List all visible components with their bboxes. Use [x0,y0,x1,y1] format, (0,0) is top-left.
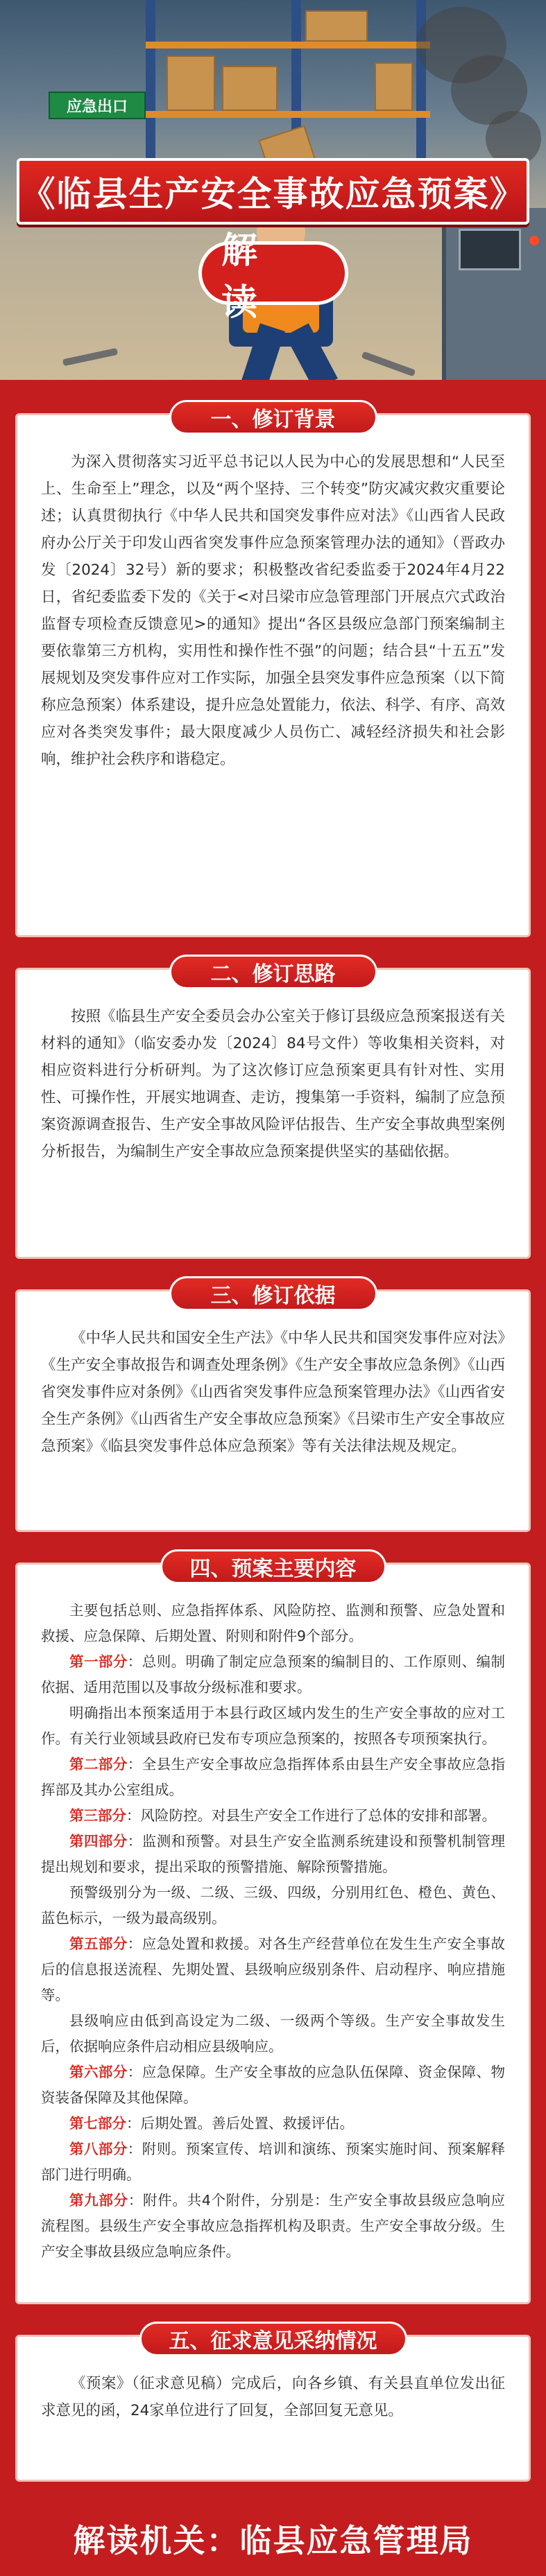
part-text: ：附则。预案宣传、培训和演练、预案实施时间、预案解释部门进行明确。 [41,2141,506,2183]
paragraph: 《预案》（征求意见稿）完成后，向各乡镇、有关县直单位发出征求意见的函，24家单位进行了回复，全部回复无意见。 [41,2375,505,2419]
cargo-box [375,62,413,111]
cargo-box [222,66,278,111]
section-main-content [15,1557,531,2304]
part-label: 第七部分 [69,2115,126,2132]
issuing-authority: 解读机关：临县应急管理局 [73,2522,473,2559]
badge-text: 解 读 [221,230,278,324]
part-text: ：监测和预警。对县生产安全监测系统建设和预警机制管理提出规划和要求，提出采取的预警措施、解除预警措施。 [41,1833,506,1875]
part-label: 第四部分 [69,1833,128,1850]
part-item [41,1700,505,1752]
part-text: ：应急处置和救援。对各生产经营单位在发生生产安全事故后的信息报送流程、先期处置、县级响应级别条件、启动程序、响应措施等。 [41,1935,506,2003]
main-title-banner [17,158,529,225]
part-item [41,2111,505,2136]
part-item [41,1752,505,1803]
cargo-box [305,10,368,42]
section-heading: 一、修订背景 [169,400,377,435]
part-item [41,1803,505,1829]
section-heading: 三、修订依据 [169,1276,377,1311]
section-body [17,1565,529,2280]
footer-banner [0,2501,546,2576]
warning-light-icon [529,236,539,245]
intro-paragraph: 主要包括总则、应急指挥体系、风险防控、监测和预警、应急处置和救援、应急保障、后期处置、附则和附件9个部分。 [41,1602,505,1644]
cargo-box [167,55,215,111]
part-item [41,1931,505,2008]
emergency-exit-sign [49,92,146,119]
section-heading: 二、修订思路 [169,955,377,989]
section-body [17,1291,529,1475]
part-text: ：后期处置。善后处置、救援评估。 [126,2115,354,2132]
part-text: ：全县生产安全事故应急指挥体系由县生产安全事故应急指挥部及其办公室组成。 [41,1756,506,1798]
section-background [15,408,531,937]
section-body [17,970,529,1181]
part-item [41,1829,505,1880]
paragraph: 《中华人民共和国安全生产法》《中华人民共和国突发事件应对法》《生产安全事故报告和调查处理条例》《生产安全事故应急条例》《山西省突发事件应对条例》《山西省突发事件应急预案管理办法》《山西省安全生产条例》《山西省生产安全事故应急预案》《吕梁市生产安全事故应急预案》《临县突发事件总体应急预案》等有关法律法规及规定。 [41,1330,505,1455]
part-item [41,2060,505,2111]
wrench-icon [62,348,118,366]
part-text: ：总则。明确了制定应急预案的编制目的、工作原则、编制依据、适用范围以及事故分级标准和要求。 [41,1653,506,1696]
section-heading: 四、预案主要内容 [160,1549,386,1584]
part-text: 县级响应由低到高设定为二级、一级两个等级。生产安全事故发生后，依据响应条件启动相应县级响应。 [41,2012,505,2055]
section-approach [15,962,531,1259]
part-item [41,2008,505,2060]
section-basis [15,1284,531,1532]
paragraph: 按照《临县生产安全委员会办公室关于修订县级应急预案报送有关材料的通知》（临安委办发〔2024〕84号文件）等收集相关资料，对相应资料进行分析研判。为了这次修订应急预案更具有针对性、实用性、可操作性，开展实地调查、走访，搜集第一手资料，编制了应急预案资源调查报告、生产安全事故风险评估报告、生产安全事故典型案例分析报告，为编制生产安全事故应急预案提供坚实的基础依据。 [41,1008,505,1160]
part-text: 明确指出本预案适用于本县行政区域内发生的生产安全事故的应对工作。有关行业领域县政府已发布专项应急预案的，按照各专项预案执行。 [41,1705,505,1747]
part-label: 第一部分 [69,1653,128,1670]
section-heading: 五、征求意见采纳情况 [139,2322,407,2356]
shelf-beam [146,42,430,49]
part-item [41,2136,505,2188]
part-label: 第二部分 [69,1756,128,1773]
interpretation-badge [198,230,348,324]
part-label: 第六部分 [69,2064,128,2080]
section-body [17,415,529,788]
section-feedback [15,2329,531,2482]
hero-banner [0,0,546,380]
part-label: 第三部分 [69,1807,126,1824]
part-text: 预警级别分为一级、二级、三级、四级，分别用红色、橙色、黄色、蓝色标示，一级为最高级别。 [41,1884,505,1926]
part-label: 第五部分 [69,1935,128,1952]
part-label: 第九部分 [69,2192,128,2209]
part-text: ：应急保障。生产安全事故的应急队伍保障、资金保障、物资装备保障及其他保障。 [41,2064,506,2106]
part-item [41,2188,505,2265]
part-item [41,1880,505,1931]
paragraph: 为深入贯彻落实习近平总书记以人民为中心的发展思想和“人民至上、生命至上”理念，以及“两个坚持、三个转变”防灾减灾救灾重要论述；认真贯彻执行《中华人民共和国突发事件应对法》《山西省人民政府办公厅关于印发山西省突发事件应急预案管理办法的通知》（晋政办发〔2024〕32号）新的要求；积极整改省纪委监委于2024年4月22日，省纪委监委下发的《关于<对吕梁市应急管理部门开展点穴式政治监督专项检查反馈意见>的通知》提出“各区县级应急部门预案编制主要依靠第三方机构，实用性和操作性不强”的问题；结合县“十五五”发展规划及突发事件应对工作实际，加强全县突发事件应急预案（以下简称应急预案）体系建设，提升应急处置能力，依法、科学、有序、高效应对各类突发事件；最大限度减少人员伤亡、减轻经济损失和社会影响，维护社会秩序和谐稳定。 [41,453,505,768]
main-title: 《临县生产安全事故应急预案》 [20,174,526,214]
shelf-beam [146,111,430,118]
part-item [41,1649,505,1700]
machine-illustration [442,208,546,380]
pipe-icon [361,351,416,377]
exit-sign-text: 应急出口 [66,98,128,116]
part-text: ：风险防控。对县生产安全工作进行了总体的安排和部署。 [126,1807,496,1824]
part-text: ：附件。共4个附件，分别是：生产安全事故县级应急响应流程图。县级生产安全事故应急指挥机构及职责。生产安全事故分级。生产安全事故县级应急响应条件。 [41,2192,506,2260]
machine-panel [459,229,521,270]
part-label: 第八部分 [69,2141,128,2157]
